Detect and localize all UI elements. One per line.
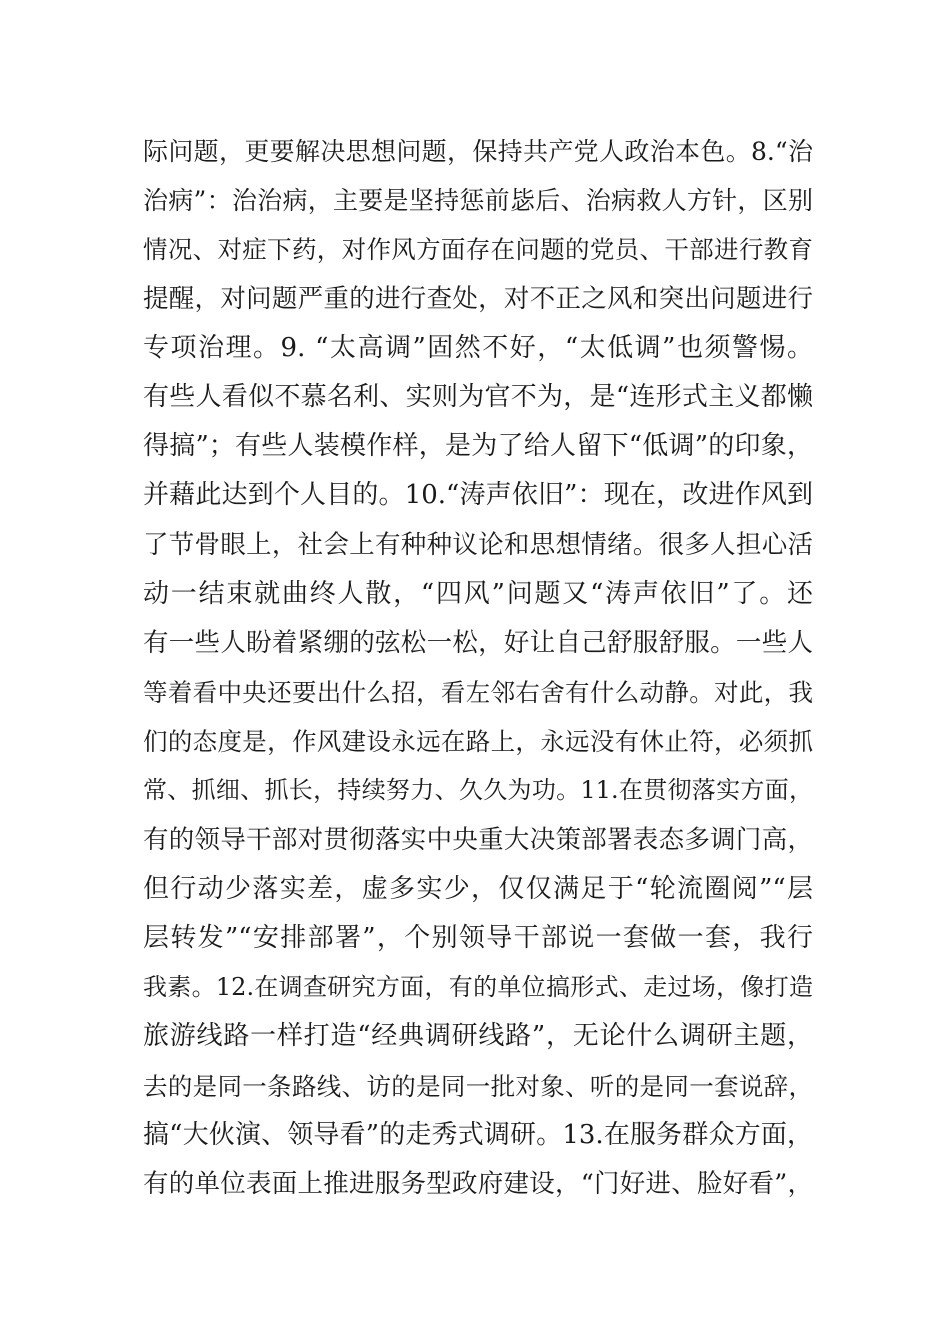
- text-line-13: 们的态度是，作风建设永远在路上，永远没有休止符，必须抓: [143, 727, 813, 757]
- text-line-19: 旅游线路一样打造“经典调研线路”，无论什么调研主题，: [143, 1021, 813, 1052]
- text-line-14: 常、抓细、抓长，持续努力、久久为功。11.在贯彻落实方面，: [143, 776, 813, 805]
- text-line-16: 但行动少落实差，虚多实少，仅仅满足于“轮流圈阅”“层: [143, 873, 813, 904]
- text-line-17: 层转发”“安排部署”，个别领导干部说一套做一套，我行: [143, 923, 813, 953]
- text-line-1: 际问题，更要解决思想问题，保持共产党人政治本色。8.“治: [143, 137, 813, 166]
- text-line-7: 得搞”；有些人装模作样，是为了给人留下“低调”的印象，: [143, 431, 813, 462]
- text-line-3: 情况、对症下药，对作风方面存在问题的党员、干部进行教育: [143, 235, 813, 265]
- text-line-5: 专项治理。9. “太高调”固然不好，“太低调”也须警惕。: [143, 332, 813, 363]
- text-line-12: 等着看中央还要出什么招，看左邻右舍有什么动静。对此，我: [143, 678, 813, 708]
- body-text: [143, 127, 813, 1209]
- text-line-22: 有的单位表面上推进服务型政府建设，“门好进、脸好看”，: [143, 1168, 813, 1199]
- text-line-10: 动一结束就曲终人散，“四风”问题又“涛声依旧”了。还: [143, 578, 813, 609]
- text-line-20: 去的是同一条路线、访的是同一批对象、听的是同一套说辞，: [143, 1071, 813, 1101]
- text-line-21: 搞“大伙演、领导看”的走秀式调研。13.在服务群众方面，: [143, 1119, 813, 1150]
- text-line-8: 并藉此达到个人目的。10.“涛声依旧”：现在，改进作风到: [143, 480, 813, 511]
- text-line-6: 有些人看似不慕名利、实则为官不为，是“连形式主义都懒: [143, 381, 813, 412]
- text-line-4: 提醒，对问题严重的进行查处，对不正之风和突出问题进行: [143, 283, 813, 314]
- text-line-2: 治病”：治治病，主要是坚持惩前毖后、治病救人方针，区别: [143, 186, 813, 216]
- text-line-11: 有一些人盼着紧绷的弦松一松，好让自己舒服舒服。一些人: [143, 627, 813, 658]
- text-line-9: 了节骨眼上，社会上有种种议论和思想情绪。很多人担心活: [143, 529, 813, 560]
- text-line-15: 有的领导干部对贯彻落实中央重大决策部署表态多调门高，: [143, 824, 813, 855]
- text-line-18: 我素。12.在调查研究方面，有的单位搞形式、走过场，像打造: [143, 973, 813, 1002]
